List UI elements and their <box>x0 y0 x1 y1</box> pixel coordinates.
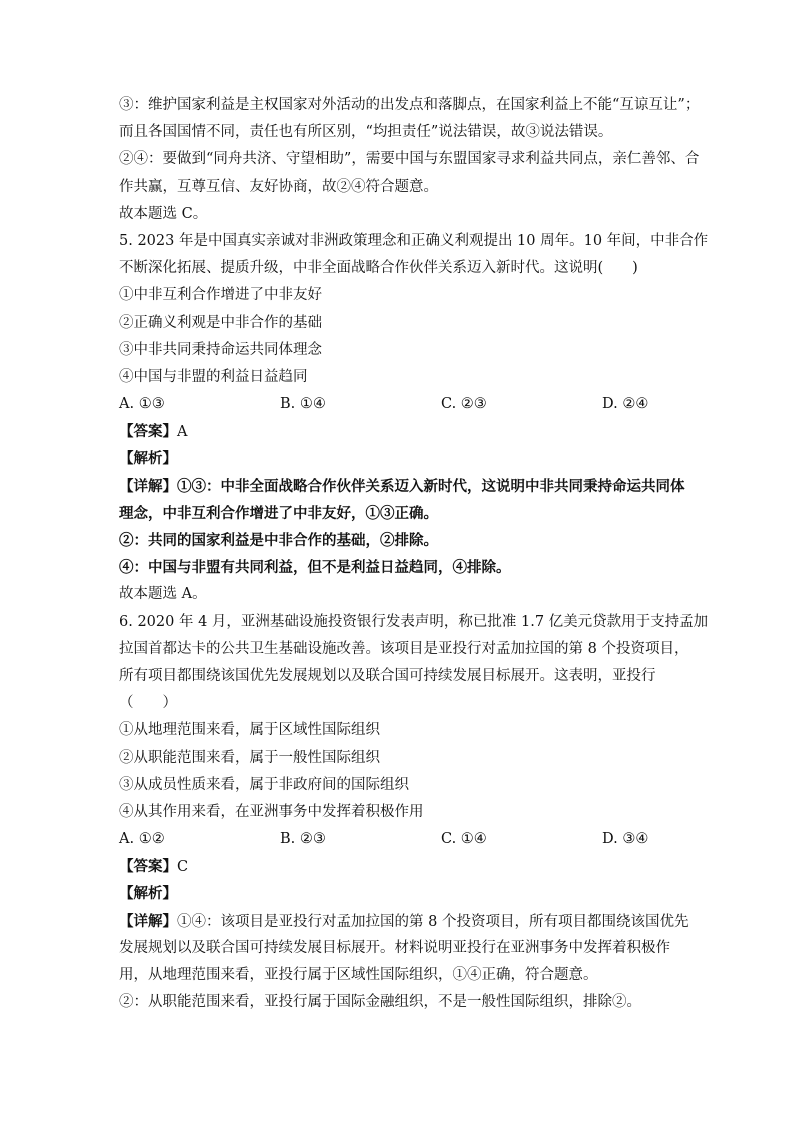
q5-detail-line: ④：中国与非盟有共同利益，但不是利益日益趋同，④排除。 <box>119 559 511 577</box>
q5-option-a: A. ①③ <box>119 396 165 413</box>
text-line: 而且各国国情不同，责任也有所区别，“均担责任”说法错误，故③说法错误。 <box>119 124 613 141</box>
q6-option-c: C. ①④ <box>441 831 487 848</box>
q5-conclusion: 故本题选 A。 <box>119 586 207 603</box>
detail-tag: 【详解】 <box>119 477 177 495</box>
q6-detail-line: 发展规划以及联合国可持续发展目标展开。材料说明亚投行在亚洲事务中发挥着积极作 <box>119 939 670 956</box>
q6-detail-line <box>119 908 689 935</box>
q6-option-a: A. ①② <box>119 831 165 848</box>
answer-tag: 【答案】 <box>119 858 177 876</box>
answer-value: A <box>177 424 188 441</box>
answer-tag: 【答案】 <box>119 423 177 441</box>
q6-option-d: D. ③④ <box>602 831 649 848</box>
q5-analysis-tag: 【解析】 <box>119 450 177 468</box>
document-page <box>119 92 709 1016</box>
q5-detail-line <box>119 473 685 500</box>
q5-item: ①中非互利合作增进了中非友好 <box>119 287 322 304</box>
q6-item: ③从成员性质来看，属于非政府间的国际组织 <box>119 776 409 793</box>
q6-item: ④从其作用来看，在亚洲事务中发挥着积极作用 <box>119 803 424 820</box>
q5-option-d: D. ②④ <box>602 396 649 413</box>
q6-options <box>119 826 679 853</box>
q5-options <box>119 391 679 418</box>
q6-answer <box>119 853 679 880</box>
q6-option-b: B. ②③ <box>280 831 326 848</box>
q6-stem-line: 6. 2020 年 4 月，亚洲基础设施投资银行发表声明，称已批准 1.7 亿美元贷款用于支持孟加 <box>119 613 709 630</box>
text-line: ②④：要做到“同舟共济、守望相助”，需要中国与东盟国家寻求利益共同点，亲仁善邻、合 <box>119 151 700 168</box>
detail-text: ①④：该项目是亚投行对孟加拉国的第 8 个投资项目，所有项目都围绕该国优先 <box>177 913 689 930</box>
conclusion-line: 故本题选 C。 <box>119 205 208 222</box>
text-line: ③：维护国家利益是主权国家对外活动的出发点和落脚点，在国家利益上不能“互谅互让”； <box>119 97 700 113</box>
detail-tag: 【详解】 <box>119 912 177 930</box>
q5-option-c: C. ②③ <box>441 396 487 413</box>
q5-stem-line: 不断深化拓展、提质升级，中非全面战略合作伙伴关系迈入新时代。这说明( ) <box>119 260 638 277</box>
q5-item: ②正确义利观是中非合作的基础 <box>119 314 322 331</box>
q6-analysis-tag: 【解析】 <box>119 885 177 903</box>
answer-value: C <box>177 859 189 876</box>
q6-detail-line: ②：从职能范围来看，亚投行属于国际金融组织，不是一般性国际组织，排除②。 <box>119 994 641 1011</box>
q5-detail-line: 理念，中非互利合作增进了中非友好，①③正确。 <box>119 504 438 522</box>
q5-stem-line: 5. 2023 年是中国真实亲诚对非洲政策理念和正确义利观提出 10 周年。10 年间，中非合作 <box>119 232 709 249</box>
q6-detail-line: 用，从地理范围来看，亚投行属于区域性国际组织，①④正确，符合题意。 <box>119 967 598 983</box>
q5-answer <box>119 418 679 445</box>
q6-stem-line: 拉国首都达卡的公共卫生基础设施改善。该项目是亚投行对孟加拉国的第 8 个投资项目， <box>119 640 689 657</box>
q5-item: ④中国与非盟的利益日益趋同 <box>119 368 308 385</box>
q5-option-b: B. ①④ <box>280 396 326 413</box>
q6-item: ②从职能范围来看，属于一般性国际组织 <box>119 749 380 766</box>
q5-detail-line: ②：共同的国家利益是中非合作的基础，②排除。 <box>119 532 438 549</box>
text-line: 作共赢，互尊互信、友好协商，故②④符合题意。 <box>119 178 438 195</box>
q6-item: ①从地理范围来看，属于区域性国际组织 <box>119 722 380 739</box>
q6-stem-line: （ ） <box>119 695 177 712</box>
detail-text: ①③：中非全面战略合作伙伴关系迈入新时代，这说明中非共同秉持命运共同体 <box>177 477 685 495</box>
q6-stem-line: 所有项目都围绕该国优先发展规划以及联合国可持续发展目标展开。这表明，亚投行 <box>119 667 656 684</box>
q5-item: ③中非共同秉持命运共同体理念 <box>119 341 322 358</box>
